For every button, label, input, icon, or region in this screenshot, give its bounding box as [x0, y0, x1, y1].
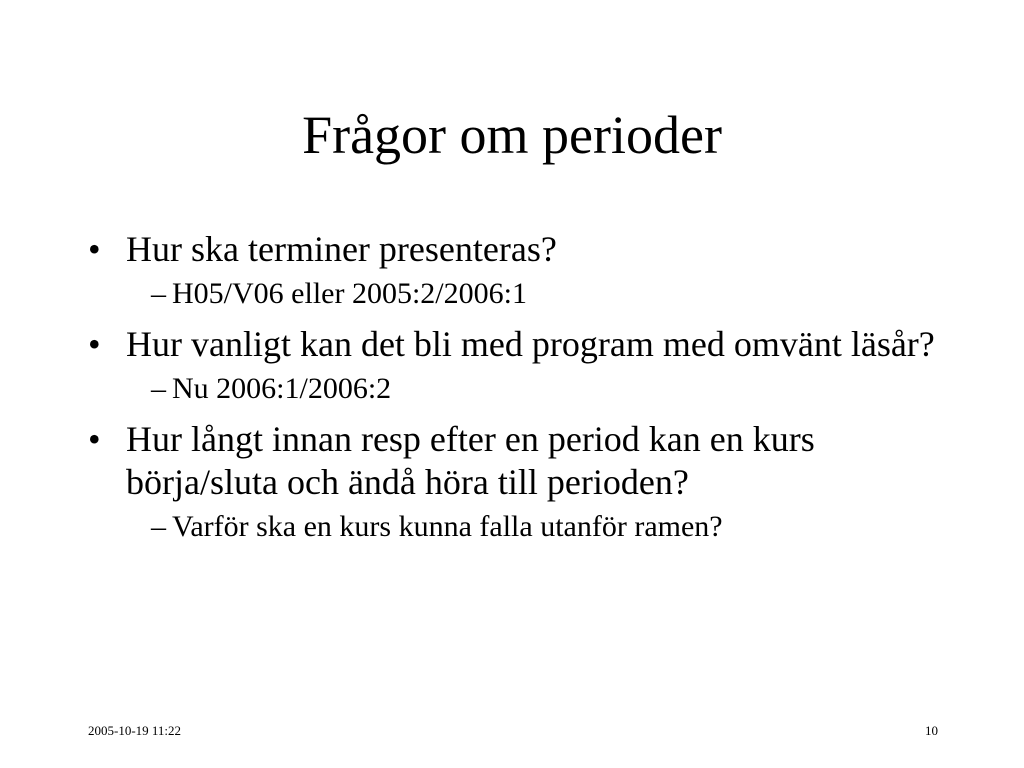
- sub-bullet-text: Varför ska en kurs kunna falla utanför ramen?: [172, 510, 723, 543]
- sub-bullet-marker: –: [151, 372, 166, 405]
- bullet-marker: •: [88, 419, 101, 459]
- bullet-item: [88, 323, 948, 366]
- sub-bullet-marker: –: [151, 510, 166, 543]
- bullet-marker: •: [88, 229, 101, 269]
- sub-list: [126, 508, 948, 546]
- footer-date: 2005-10-19 11:22: [88, 723, 182, 738]
- sub-bullet-item: [126, 508, 948, 546]
- sub-bullet-item: [126, 370, 948, 408]
- sub-list: [126, 370, 948, 408]
- sub-list-container: [126, 508, 948, 546]
- bullet-list: [88, 228, 948, 556]
- footer-page-number: 10: [925, 723, 938, 738]
- bullet-marker: •: [88, 324, 101, 364]
- bullet-text: Hur vanligt kan det bli med program med omvänt läsår?: [126, 324, 935, 364]
- sub-list-container: [126, 275, 948, 313]
- sub-list: [126, 275, 948, 313]
- sub-bullet-text: Nu 2006:1/2006:2: [172, 372, 392, 405]
- bullet-text: Hur ska terminer presenteras?: [126, 229, 557, 269]
- sub-bullet-text: H05/V06 eller 2005:2/2006:1: [172, 277, 527, 310]
- sub-bullet-marker: –: [151, 277, 166, 310]
- sub-bullet-item: [126, 275, 948, 313]
- slide-title: Frågor om perioder: [302, 105, 722, 165]
- sub-list-container: [126, 370, 948, 408]
- bullet-item: [88, 228, 948, 271]
- bullet-item: [88, 418, 948, 504]
- bullet-text: Hur långt innan resp efter en period kan en kurs börja/sluta och ändå höra till perioden?: [126, 419, 815, 502]
